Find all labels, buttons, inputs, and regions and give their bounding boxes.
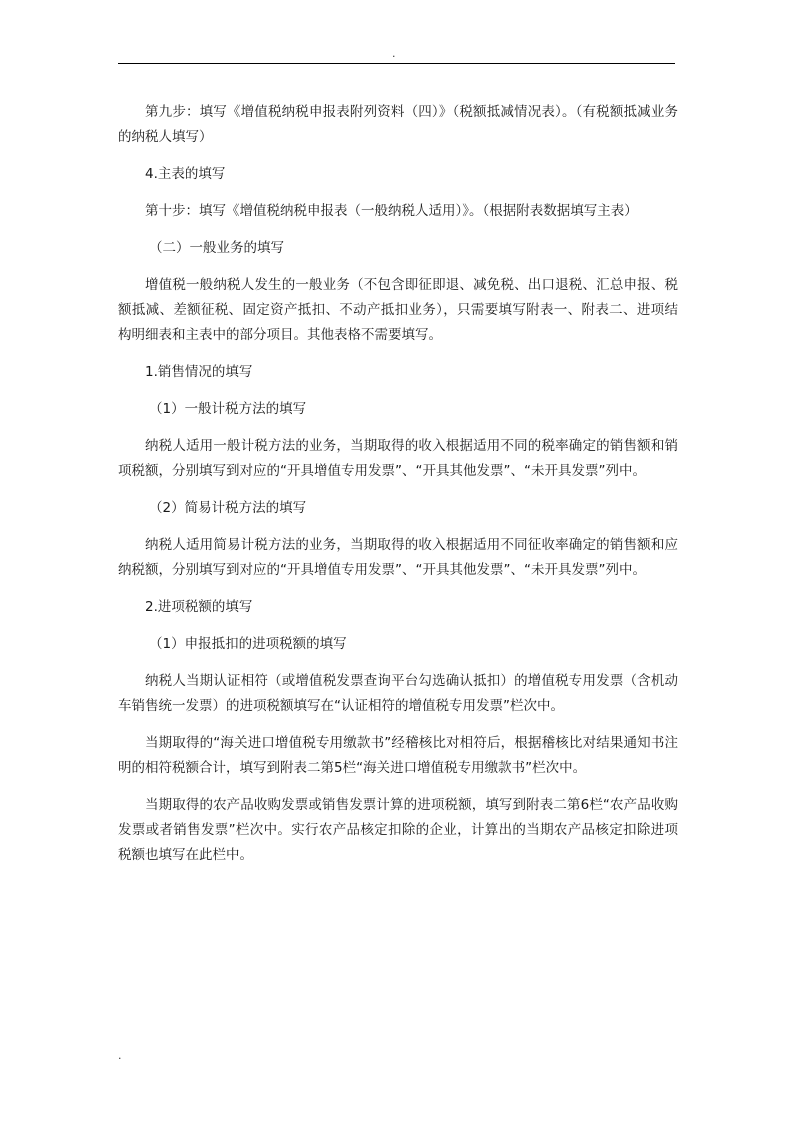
header-mark: . <box>392 47 396 60</box>
paragraph-certified-invoices: 纳税人当期认证相符（或增值税发票查询平台勾选确认抵扣）的增值税专用发票（含机动车销售统一发票）的进项税额填写在“认证相符的增值税专用发票”栏次中。 <box>118 673 678 714</box>
heading-sales: 1.销售情况的填写 <box>145 364 253 380</box>
heading-simple-method: （2）简易计税方法的填写 <box>149 500 307 516</box>
heading-input-tax: 2.进项税额的填写 <box>145 599 253 615</box>
paragraph-simple-method: 纳税人适用简易计税方法的业务，当期取得的收入根据适用不同征收率确定的销售额和应纳税额，分别填写到对应的“开具增值专用发票”、“开具其他发票”、“未开具发票”列中。 <box>118 537 678 578</box>
paragraph-customs-payment: 当期取得的“海关进口增值税专用缴款书”经稽核比对相符后，根据稽核比对结果通知书注明的相符税额合计，填写到附表二第5栏“海关进口增值税专用缴款书”栏次中。 <box>118 735 678 776</box>
footer-mark: . <box>118 1049 122 1062</box>
paragraph-general-business: 增值税一般纳税人发生的一般业务（不包含即征即退、减免税、出口退税、汇总申报、税额抵减、差额征税、固定资产抵扣、不动产抵扣业务），只需要填写附表一、附表二、进项结构明细表和主表中的部分项目。其他表格不需要填写。 <box>118 277 678 343</box>
document-body <box>118 100 678 880</box>
heading-general-business: （二）一般业务的填写 <box>149 240 285 256</box>
paragraph-agricultural-invoices: 当期取得的农产品收购发票或销售发票计算的进项税额，填写到附表二第6栏“农产品收购发票或者销售发票”栏次中。实行农产品核定扣除的企业，计算出的当期农产品核定扣除进项税额也填写在此栏中。 <box>118 797 678 863</box>
heading-main-table: 4.主表的填写 <box>145 166 226 182</box>
paragraph-step-ten: 第十步：填写《增值税纳税申报表（一般纳税人适用）》。（根据附表数据填写主表） <box>145 203 638 219</box>
heading-declared-input-tax: （1）申报抵扣的进项税额的填写 <box>149 636 347 652</box>
paragraph-general-method: 纳税人适用一般计税方法的业务，当期取得的收入根据适用不同的税率确定的销售额和销项税额，分别填写到对应的“开具增值专用发票”、“开具其他发票”、“未开具发票”列中。 <box>118 438 678 479</box>
paragraph-step-nine: 第九步：填写《增值税纳税申报表附列资料（四）》（税额抵减情况表）。（有税额抵减业务的纳税人填写） <box>118 104 678 145</box>
header-rule <box>118 63 675 64</box>
heading-general-method: （1）一般计税方法的填写 <box>149 401 307 417</box>
